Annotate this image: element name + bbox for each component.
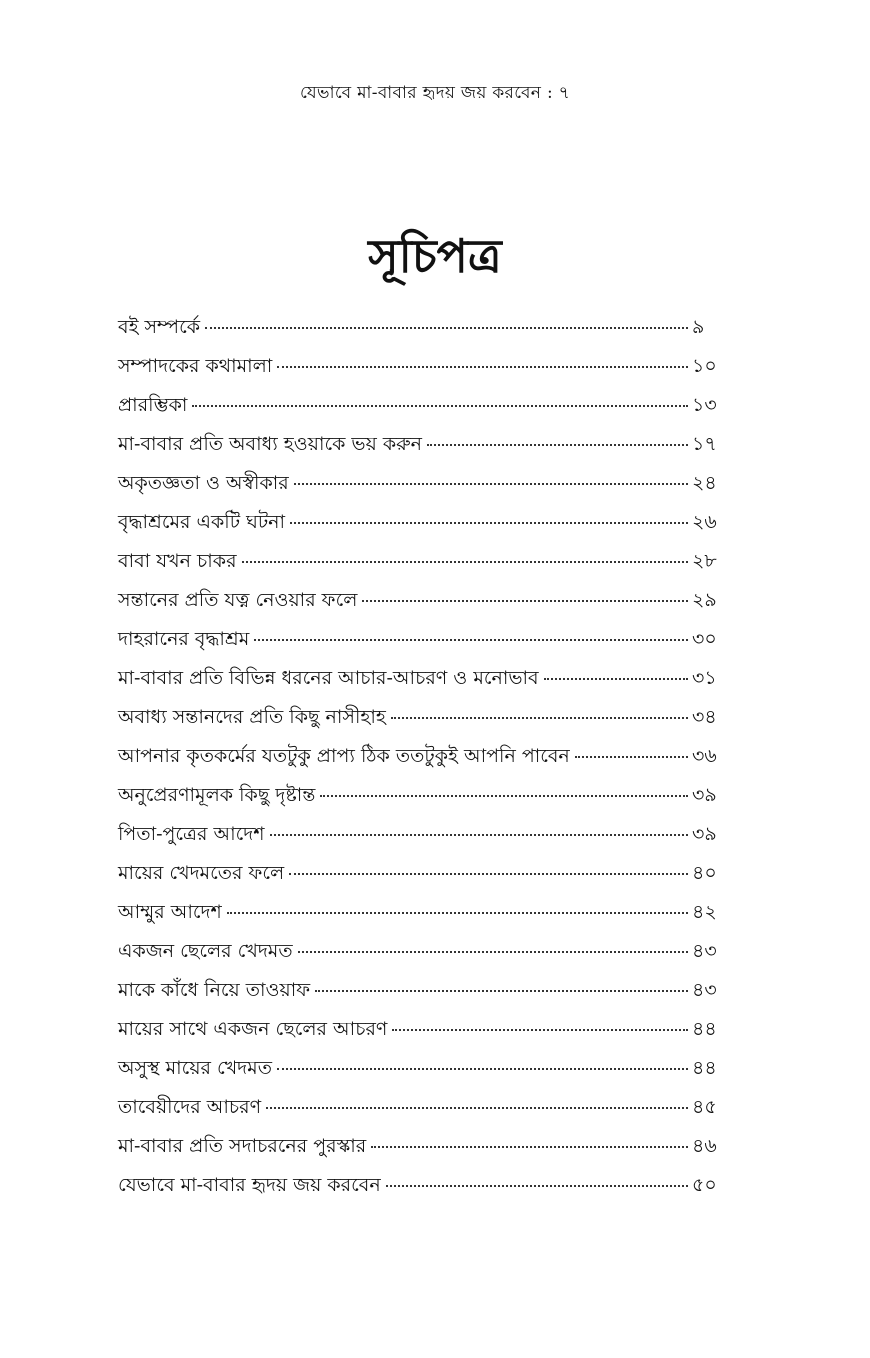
toc-entry-page-number: ৪০	[692, 862, 717, 884]
toc-entry-page-number: ৩৬	[692, 745, 717, 767]
dot-leader	[362, 600, 688, 602]
dot-leader	[290, 522, 688, 524]
toc-entry-page-number: ৪৬	[692, 1135, 717, 1157]
dot-leader	[294, 483, 688, 485]
dot-leader	[277, 366, 688, 368]
toc-entry-page-number: ৪৩	[692, 940, 717, 962]
toc-entry	[118, 313, 724, 352]
dot-leader	[192, 405, 688, 407]
dot-leader	[371, 1146, 688, 1148]
dot-leader	[320, 795, 688, 797]
toc-entry-page-number: ৩৪	[692, 706, 717, 728]
dot-leader	[298, 951, 688, 953]
toc-entry-title: মায়ের সাথে একজন ছেলের আচরণ	[118, 1018, 388, 1040]
toc-entry	[118, 391, 724, 430]
dot-leader	[227, 912, 688, 914]
toc-entry-title: মায়ের খেদমতের ফলে	[118, 862, 285, 884]
dot-leader	[266, 1107, 688, 1109]
toc-entry-page-number: ৪৫	[692, 1096, 717, 1118]
toc-entry-page-number: ৪৪	[692, 1018, 717, 1040]
toc-entry-page-number: ১৩	[692, 394, 717, 416]
toc-entry-title: অবাধ্য সন্তানদের প্রতি কিছু নাসীহাহ	[118, 706, 386, 728]
toc-entry	[118, 1015, 724, 1054]
table-of-contents	[118, 313, 724, 1210]
toc-entry	[118, 898, 724, 937]
toc-entry-page-number: ১০	[692, 355, 717, 377]
toc-entry-title: বৃদ্ধাশ্রমের একটি ঘটনা	[118, 511, 286, 533]
dot-leader	[315, 990, 688, 992]
toc-entry	[118, 547, 724, 586]
toc-entry	[118, 508, 724, 547]
dot-leader	[386, 1185, 688, 1187]
toc-entry	[118, 976, 724, 1015]
dot-leader	[254, 639, 688, 641]
toc-entry	[118, 781, 724, 820]
toc-entry	[118, 430, 724, 469]
toc-entry-title: সন্তানের প্রতি যত্ন নেওয়ার ফলে	[118, 589, 358, 611]
toc-entry	[118, 820, 724, 859]
toc-entry-title: মাকে কাঁধে নিয়ে তাওয়াফ	[118, 979, 311, 1001]
toc-entry-title: একজন ছেলের খেদমত	[118, 940, 293, 962]
toc-entry-title: দাহরানের বৃদ্ধাশ্রম	[118, 628, 250, 650]
toc-entry-title: প্রারম্ভিকা	[118, 394, 188, 416]
toc-entry-title: আম্মুর আদেশ	[118, 901, 222, 923]
toc-entry-page-number: ৪২	[692, 901, 717, 923]
toc-entry	[118, 586, 724, 625]
toc-entry-title: মা-বাবার প্রতি সদাচরনের পুরস্কার	[118, 1135, 367, 1157]
dot-leader	[427, 444, 688, 446]
toc-entry-page-number: ৫০	[692, 1174, 717, 1196]
toc-entry	[118, 469, 724, 508]
toc-entry-page-number: ৩৯	[692, 823, 717, 845]
dot-leader	[392, 1029, 688, 1031]
toc-entry	[118, 1171, 724, 1210]
dot-leader	[277, 1068, 688, 1070]
dot-leader	[544, 678, 688, 680]
toc-entry	[118, 859, 724, 898]
toc-entry-title: পিতা-পুত্রের আদেশ	[118, 823, 265, 845]
running-header: যেভাবে মা-বাবার হৃদয় জয় করবেন : ৭	[299, 83, 571, 103]
toc-entry-page-number: ৯	[692, 316, 705, 338]
toc-entry-page-number: ৪৪	[692, 1057, 717, 1079]
toc-entry-page-number: ২৯	[692, 589, 717, 611]
toc-entry	[118, 1093, 724, 1132]
toc-entry	[118, 742, 724, 781]
toc-entry-title: আপনার কৃতকর্মের যতটুকু প্রাপ্য ঠিক ততটুকুই আপনি পাবেন	[118, 745, 570, 767]
toc-entry	[118, 625, 724, 664]
toc-entry-title: বই সম্পর্কে	[118, 316, 200, 338]
toc-entry-page-number: ৪৩	[692, 979, 717, 1001]
toc-entry	[118, 937, 724, 976]
toc-entry-page-number: ১৭	[692, 433, 717, 455]
dot-leader	[289, 873, 688, 875]
toc-entry-title: তাবেয়ীদের আচরণ	[118, 1096, 262, 1118]
dot-leader	[205, 327, 688, 329]
toc-entry	[118, 1132, 724, 1171]
toc-entry-title: মা-বাবার প্রতি অবাধ্য হওয়াকে ভয় করুন	[118, 433, 423, 455]
toc-entry-title: সম্পাদকের কথামালা	[118, 355, 273, 377]
dot-leader	[270, 834, 688, 836]
toc-entry	[118, 1054, 724, 1093]
toc-entry-title: যেভাবে মা-বাবার হৃদয় জয় করবেন	[118, 1174, 381, 1196]
toc-entry	[118, 703, 724, 742]
toc-entry-page-number: ২৪	[692, 472, 717, 494]
toc-entry-title: অসুস্থ মায়ের খেদমত	[118, 1057, 272, 1079]
toc-entry-title: অকৃতজ্ঞতা ও অস্বীকার	[118, 472, 289, 494]
toc-entry-page-number: ৩১	[692, 667, 717, 689]
toc-entry-title: বাবা যখন চাকর	[118, 550, 237, 572]
toc-entry	[118, 352, 724, 391]
toc-entry-page-number: ৩৯	[692, 784, 717, 806]
toc-entry-title: মা-বাবার প্রতি বিভিন্ন ধরনের আচার-আচরণ ও মনোভাব	[118, 667, 539, 689]
toc-entry-title: অনুপ্রেরণামূলক কিছু দৃষ্টান্ত	[118, 784, 316, 806]
dot-leader	[575, 756, 688, 758]
page-title: সূচিপত্র	[368, 229, 502, 283]
toc-entry-page-number: ২৮	[692, 550, 717, 572]
dot-leader	[242, 561, 688, 563]
toc-entry-page-number: ৩০	[692, 628, 717, 650]
dot-leader	[391, 717, 688, 719]
toc-entry	[118, 664, 724, 703]
toc-entry-page-number: ২৬	[692, 511, 717, 533]
